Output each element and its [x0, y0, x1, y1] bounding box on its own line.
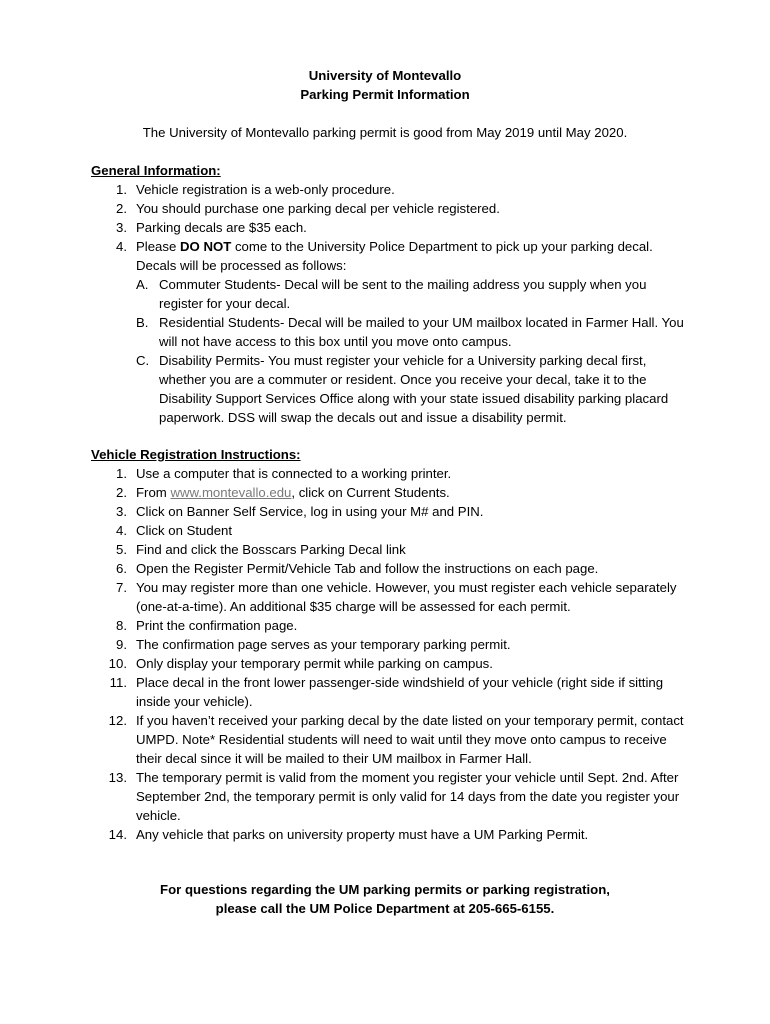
item-number: 2. [116, 201, 127, 216]
item-number: 14. [108, 827, 127, 842]
vehicle-registration-list [91, 464, 691, 844]
do-not-emphasis: DO NOT [180, 239, 232, 254]
item-text-post: , click on Current Students. [291, 485, 450, 500]
list-item [91, 218, 691, 237]
item-number: 1. [116, 182, 127, 197]
item-text: Print the confirmation page. [136, 618, 298, 633]
montevallo-link[interactable]: www.montevallo.edu [170, 485, 292, 500]
document-subtitle: Parking Permit Information [300, 87, 470, 102]
list-item [91, 502, 691, 521]
vehicle-registration-heading: Vehicle Registration Instructions: [91, 447, 301, 462]
item-text: Open the Register Permit/Vehicle Tab and follow the instructions on each page. [136, 561, 599, 576]
list-item [91, 768, 691, 825]
item-text: Any vehicle that parks on university property must have a UM Parking Permit. [136, 827, 589, 842]
list-item [91, 464, 691, 483]
item-text-post: come to the University Police Department to pick up your parking decal. Decals will be processed as follows: [136, 239, 653, 273]
item-number: 2. [116, 485, 127, 500]
item-number: 1. [116, 466, 127, 481]
item-text: Only display your temporary permit while parking on campus. [136, 656, 493, 671]
list-item [91, 654, 691, 673]
sub-list [136, 275, 691, 427]
sub-item [136, 313, 691, 351]
item-number: 12. [108, 713, 127, 728]
item-text: Click on Banner Self Service, log in using your M# and PIN. [136, 504, 484, 519]
item-number: 4. [116, 239, 127, 254]
sub-item-letter: C. [136, 353, 150, 368]
item-text-pre: From [136, 485, 171, 500]
item-text: Click on Student [136, 523, 233, 538]
item-number: 13. [108, 770, 127, 785]
item-text: Use a computer that is connected to a working printer. [136, 466, 452, 481]
list-item [91, 711, 691, 768]
item-text: You may register more than one vehicle. However, you must register each vehicle separately (one-at-a-time). An additional $35 charge will be assessed for each permit. [136, 580, 677, 614]
item-text: If you haven’t received your parking decal by the date listed on your temporary permit, contact UMPD. Note* Residential students will need to wait until they move onto campus to receive their decal since it will be mailed to their UM mailbox in Farmer Hall. [136, 713, 684, 766]
item-number: 6. [116, 561, 127, 576]
list-item [91, 180, 691, 199]
sub-item-text: Residential Students- Decal will be mailed to your UM mailbox located in Farmer Hall. You will not have access to this box until you move onto campus. [159, 315, 684, 349]
item-number: 3. [116, 220, 127, 235]
item-text: Parking decals are $35 each. [136, 220, 307, 235]
sub-item-letter: B. [136, 315, 149, 330]
list-item [91, 483, 691, 502]
footer-line-2: please call the UM Police Department at 205-665-6155. [215, 901, 555, 916]
list-item [91, 540, 691, 559]
list-item [91, 825, 691, 844]
sub-item [136, 275, 691, 313]
sub-item-text: Commuter Students- Decal will be sent to the mailing address you supply when you register for your decal. [159, 277, 647, 311]
sub-item-text: Disability Permits- You must register your vehicle for a University parking decal first, whether you are a commuter or resident. Once you receive your decal, take it to the Disability Support Services Office along with your state issued disability parking placard paperwork. DSS will swap the decals out and issue a disability permit. [159, 353, 669, 425]
item-text: Find and click the Bosscars Parking Decal link [136, 542, 406, 557]
intro-paragraph: The University of Montevallo parking permit is good from May 2019 until May 2020. [142, 125, 628, 140]
item-text: You should purchase one parking decal per vehicle registered. [136, 201, 500, 216]
item-number: 11. [109, 675, 127, 690]
sub-item-letter: A. [136, 277, 149, 292]
list-item [91, 237, 691, 427]
item-number: 8. [116, 618, 127, 633]
item-number: 3. [116, 504, 127, 519]
list-item [91, 559, 691, 578]
list-item [91, 616, 691, 635]
item-text-pre: Please [136, 239, 180, 254]
item-text: The temporary permit is valid from the moment you register your vehicle until Sept. 2nd. After September 2nd, the temporary permit is only valid for 14 days from the date you register your vehicle. [136, 770, 680, 823]
item-number: 7. [116, 580, 127, 595]
sub-item [136, 351, 691, 427]
footer-line-1: For questions regarding the UM parking permits or parking registration, [160, 882, 610, 897]
item-text: Place decal in the front lower passenger-side windshield of your vehicle (right side if sitting inside your vehicle). [136, 675, 664, 709]
item-text: The confirmation page serves as your temporary parking permit. [136, 637, 511, 652]
list-item [91, 199, 691, 218]
item-number: 9. [116, 637, 127, 652]
item-text: Vehicle registration is a web-only procedure. [136, 182, 395, 197]
general-info-heading: General Information: [91, 163, 221, 178]
document-title: University of Montevallo [308, 68, 462, 83]
list-item [91, 521, 691, 540]
item-number: 5. [116, 542, 127, 557]
list-item [91, 673, 691, 711]
list-item [91, 578, 691, 616]
item-number: 4. [116, 523, 127, 538]
item-number: 10. [108, 656, 127, 671]
list-item [91, 635, 691, 654]
general-info-list [91, 180, 691, 427]
